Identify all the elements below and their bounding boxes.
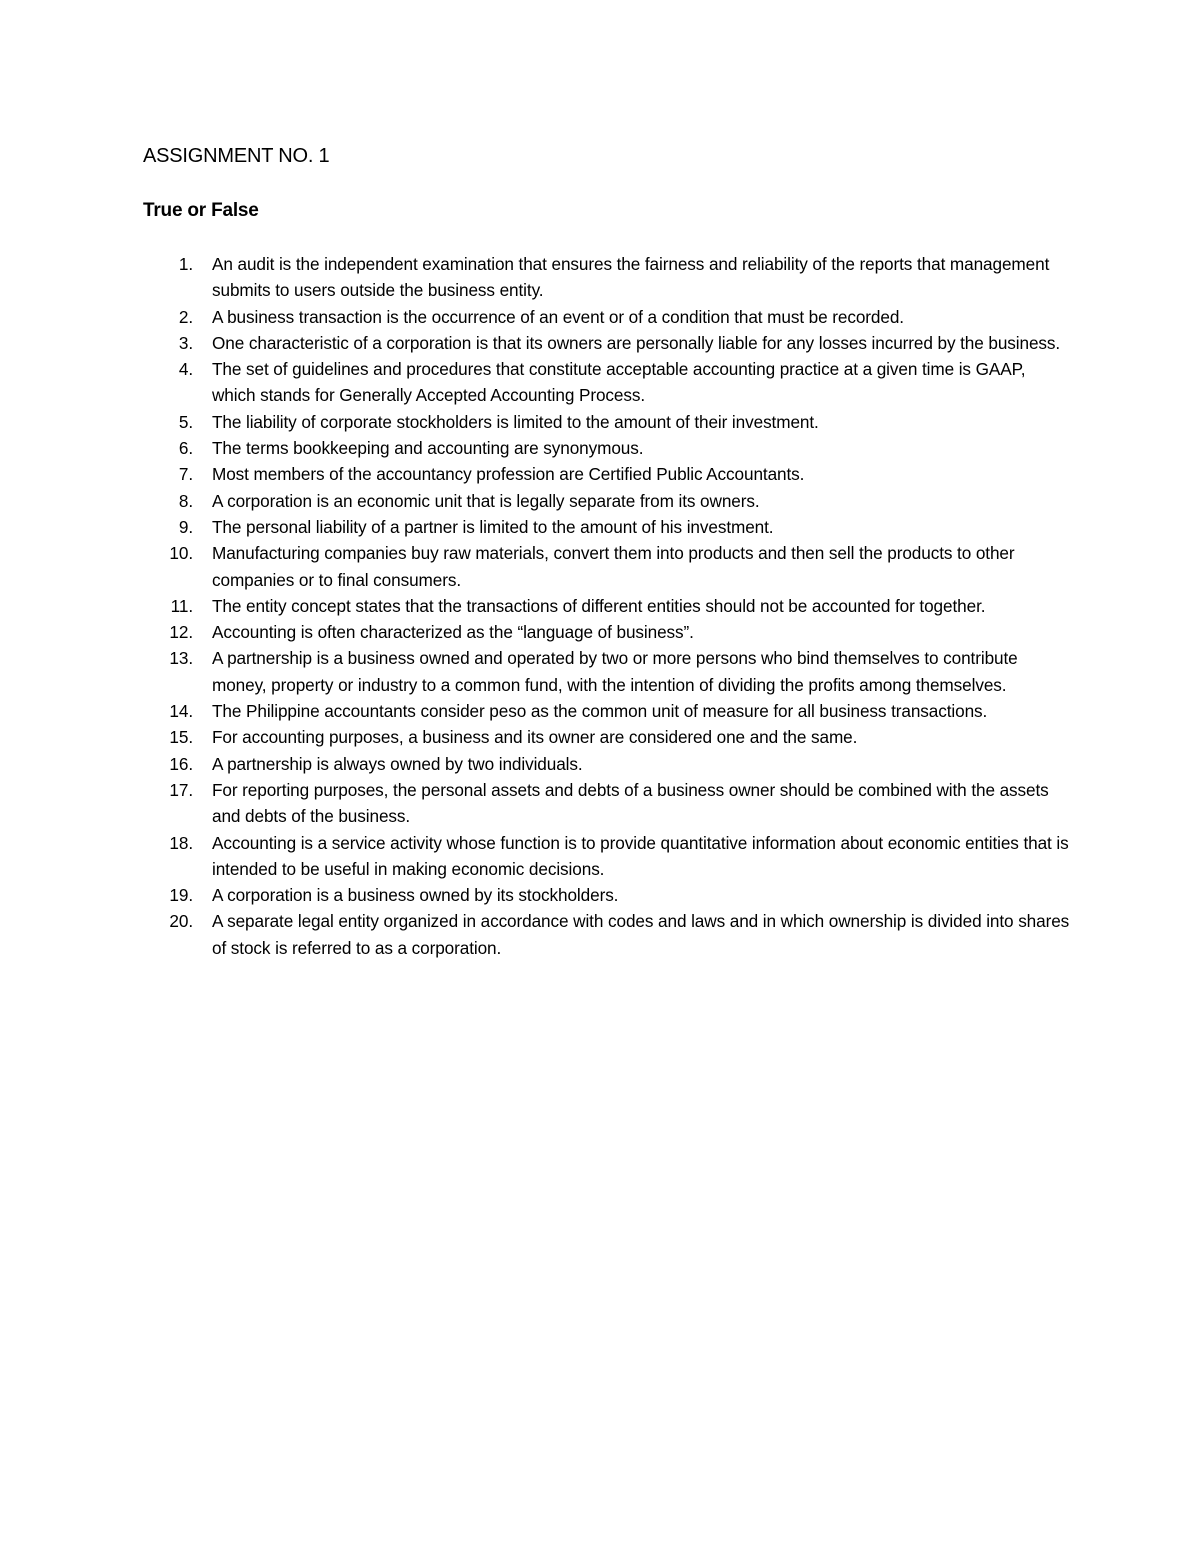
question-text: A partnership is a business owned and operated by two or more persons who bind themselves to contribute money, property or industry to a common fund, with the intention of dividing the profits among themselves. <box>212 648 1018 695</box>
question-item <box>143 882 1073 908</box>
question-text: Manufacturing companies buy raw materials, convert them into products and then sell the products to other companies or to final consumers. <box>212 543 1015 590</box>
question-item <box>143 698 1073 724</box>
question-text: An audit is the independent examination that ensures the fairness and reliability of the reports that management submits to users outside the business entity. <box>212 254 1050 301</box>
question-item <box>143 304 1073 330</box>
question-item <box>143 908 1073 961</box>
question-number: 5. <box>178 411 193 432</box>
question-number: 9. <box>178 516 193 537</box>
question-number: 4. <box>178 359 193 380</box>
question-text: A business transaction is the occurrence of an event or of a condition that must be recorded. <box>212 306 904 327</box>
question-number: 2. <box>178 306 193 327</box>
question-text: Accounting is often characterized as the “language of business”. <box>212 622 694 643</box>
question-number: 8. <box>178 490 193 511</box>
question-item <box>143 356 1073 409</box>
question-item <box>143 251 1073 304</box>
question-number: 16. <box>169 753 193 774</box>
question-item <box>143 830 1073 883</box>
question-text: A separate legal entity organized in accordance with codes and laws and in which ownership is divided into shares of stock is referred to as a corporation. <box>212 911 1070 958</box>
question-item <box>143 645 1073 698</box>
question-item <box>143 435 1073 461</box>
question-item <box>143 751 1073 777</box>
question-text: The entity concept states that the transactions of different entities should not be accounted for together. <box>212 595 986 616</box>
document-content <box>143 142 1073 961</box>
question-text: The Philippine accountants consider peso as the common unit of measure for all business transactions. <box>212 701 988 722</box>
question-number: 17. <box>169 779 193 800</box>
question-text: Most members of the accountancy profession are Certified Public Accountants. <box>212 464 805 485</box>
question-item <box>143 409 1073 435</box>
question-number: 18. <box>169 832 193 853</box>
question-number: 3. <box>178 332 193 353</box>
question-item <box>143 461 1073 487</box>
question-item <box>143 619 1073 645</box>
question-number: 6. <box>178 438 193 459</box>
question-number: 10. <box>169 543 193 564</box>
question-text: The terms bookkeeping and accounting are synonymous. <box>212 438 644 459</box>
question-item <box>143 593 1073 619</box>
question-number: 1. <box>178 254 193 274</box>
question-item <box>143 540 1073 593</box>
question-list <box>143 251 1073 961</box>
document-title: ASSIGNMENT NO. 1 <box>143 145 330 167</box>
question-number: 7. <box>178 464 193 485</box>
question-text: A corporation is a business owned by its stockholders. <box>212 885 619 906</box>
question-number: 19. <box>169 885 193 906</box>
question-text: For accounting purposes, a business and its owner are considered one and the same. <box>212 727 858 748</box>
question-text: A partnership is always owned by two individuals. <box>212 753 583 774</box>
question-text: The liability of corporate stockholders is limited to the amount of their investment. <box>212 411 819 432</box>
question-text: The set of guidelines and procedures that constitute acceptable accounting practice at a given time is GAAP, which stands for Generally Accepted Accounting Process. <box>212 359 1026 406</box>
question-item <box>143 330 1073 356</box>
question-number: 20. <box>169 911 193 932</box>
question-number: 12. <box>169 622 193 643</box>
question-number: 14. <box>169 701 193 722</box>
question-number: 11. <box>170 595 193 616</box>
question-text: A corporation is an economic unit that is legally separate from its owners. <box>212 490 760 511</box>
question-text: For reporting purposes, the personal assets and debts of a business owner should be combined with the assets and debts of the business. <box>212 779 1049 827</box>
question-text: The personal liability of a partner is limited to the amount of his investment. <box>212 516 774 537</box>
section-title: True or False <box>143 200 259 221</box>
question-number: 15. <box>169 727 193 748</box>
question-item <box>143 488 1073 514</box>
question-text: Accounting is a service activity whose function is to provide quantitative information about economic entities that is intended to be useful in making economic decisions. <box>212 832 1069 879</box>
question-item <box>143 514 1073 540</box>
question-item <box>143 777 1073 830</box>
question-text: One characteristic of a corporation is that its owners are personally liable for any losses incurred by the business. <box>212 332 1061 353</box>
question-number: 13. <box>169 648 193 669</box>
question-item <box>143 724 1073 750</box>
